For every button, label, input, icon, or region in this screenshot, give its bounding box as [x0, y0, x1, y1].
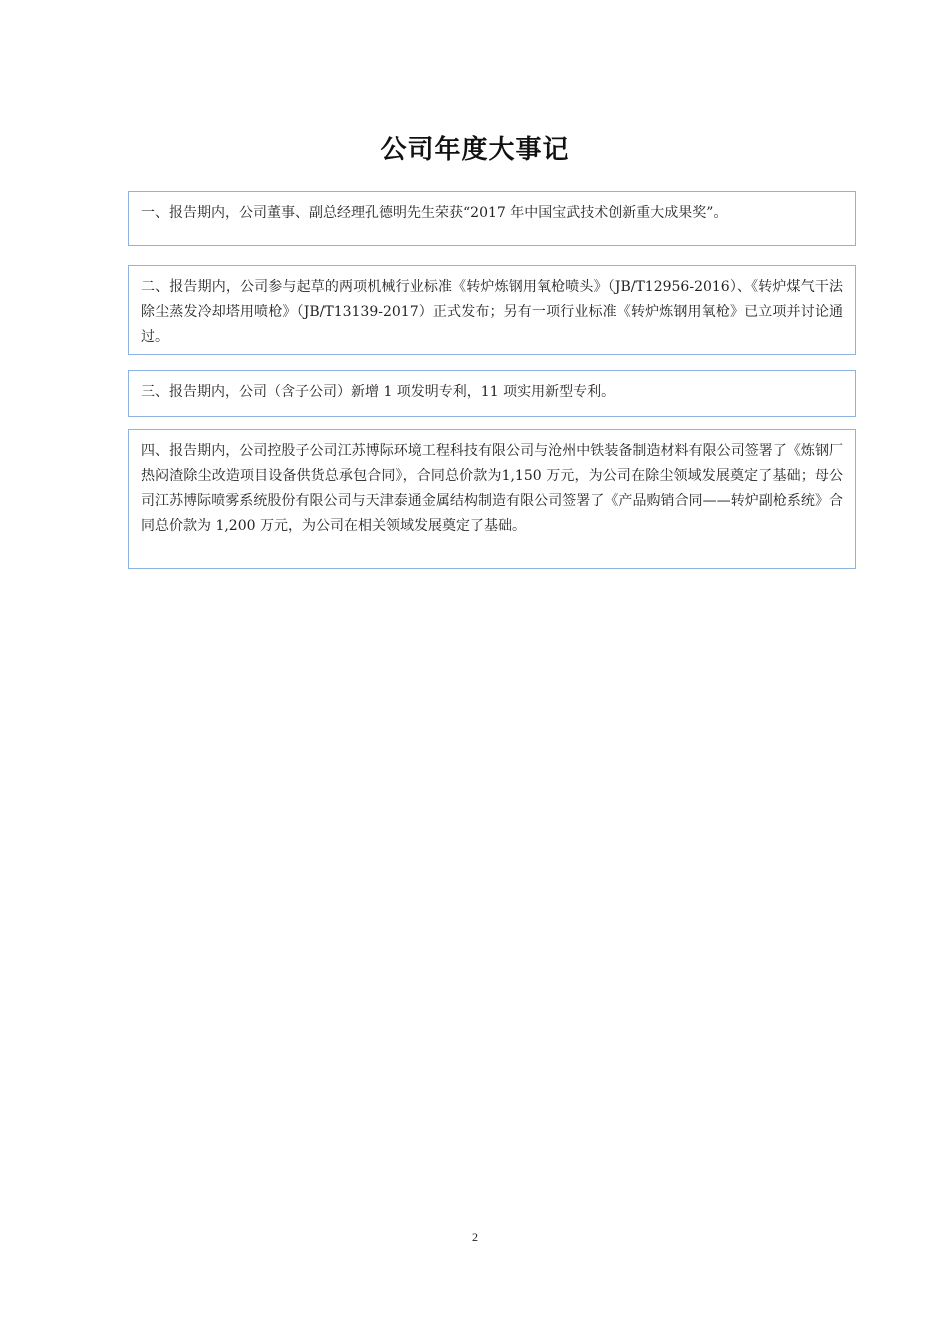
event-box-4 — [128, 429, 856, 569]
event-box-2 — [128, 265, 856, 355]
page-title: 公司年度大事记 — [380, 135, 570, 165]
event-box-3 — [128, 370, 856, 417]
page-number: 2 — [472, 1230, 478, 1244]
event-text-1: 一、报告期内，公司董事、副总经理孔德明先生荣获“2017 年中国宝武技术创新重大成果奖”。 — [141, 205, 728, 221]
event-text-2: 二、报告期内，公司参与起草的两项机械行业标准《转炉炼钢用氧枪喷头》（JB/T12956-2016）、《转炉煤气干法除尘蒸发冷却塔用喷枪》（JB/T13139-2017）正式发布；另有一项行业标准《转炉炼钢用氧枪》已立项并讨论通过。 — [141, 279, 843, 345]
event-text-4: 四、报告期内，公司控股子公司江苏博际环境工程科技有限公司与沧州中铁装备制造材料有限公司签署了《炼钢厂热闷渣除尘改造项目设备供货总承包合同》，合同总价款为1,150 万元，为公司在除尘领域发展奠定了基础；母公司江苏博际喷雾系统股份有限公司与天津泰通金属结构制造有限公司签署了《产品购销合同——转炉副枪系统》合同总价款为 1,200 万元，为公司在相关领域发展奠定了基础。 — [141, 443, 843, 534]
event-text-3: 三、报告期内，公司（含子公司）新增 1 项发明专利，11 项实用新型专利。 — [141, 384, 616, 400]
event-box-1 — [128, 191, 856, 246]
